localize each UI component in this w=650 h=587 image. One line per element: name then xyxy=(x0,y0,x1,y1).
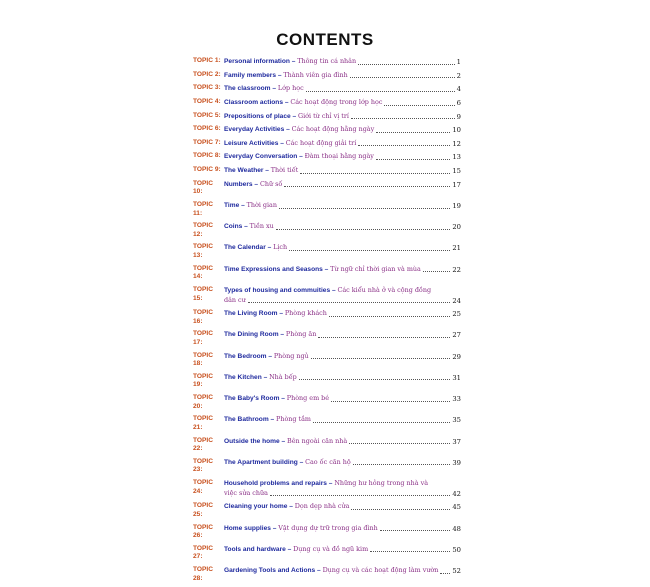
topic-title-en: Types of housing and commuities xyxy=(224,286,331,294)
title-separator: – xyxy=(265,244,274,252)
toc-entry[interactable] xyxy=(193,222,461,239)
toc-entry[interactable] xyxy=(193,394,461,411)
page-number: 2 xyxy=(456,71,461,80)
topic-title-en: Classroom actions xyxy=(224,98,283,106)
page-number: 45 xyxy=(452,503,461,512)
toc-entry[interactable] xyxy=(193,71,461,81)
dot-leader xyxy=(349,443,450,444)
topic-title-en: Coins xyxy=(224,223,243,231)
title-separator: – xyxy=(289,58,298,65)
topic-title-en: Everyday Conversation xyxy=(224,153,298,161)
page-number: 29 xyxy=(452,352,461,361)
title-separator: – xyxy=(277,310,285,318)
topic-title-en: Outside the home xyxy=(224,437,280,445)
page-number: 10 xyxy=(452,126,461,135)
topic-number: TOPIC 3: xyxy=(193,84,221,92)
title-separator: – xyxy=(322,265,331,273)
topic-title-en: The Bathroom xyxy=(224,416,269,424)
topic-title-en: The Living Room xyxy=(224,310,278,318)
toc-entry[interactable] xyxy=(193,98,461,108)
topic-number: TOPIC 21: xyxy=(193,415,214,431)
dot-leader xyxy=(351,509,450,510)
title-separator: – xyxy=(279,395,287,403)
toc-entry[interactable] xyxy=(193,152,461,162)
page-number: 39 xyxy=(452,458,461,467)
topic-title-en: Personal information xyxy=(224,58,290,65)
page-number: 24 xyxy=(452,296,461,305)
dot-leader xyxy=(384,105,454,106)
toc-entry[interactable] xyxy=(193,373,461,390)
dot-leader xyxy=(440,573,450,574)
topic-number: TOPIC 23: xyxy=(193,457,214,474)
page-number: 52 xyxy=(452,566,461,575)
dot-leader xyxy=(376,159,450,160)
dot-leader xyxy=(353,464,451,465)
page-number: 13 xyxy=(452,153,461,162)
topic-title-en: Everyday Activities xyxy=(224,126,285,134)
dot-leader xyxy=(313,422,450,423)
toc-entry[interactable] xyxy=(193,437,461,454)
title-separator: – xyxy=(270,524,279,532)
page-number: 6 xyxy=(456,98,461,107)
topic-title-en: Cleaning your home xyxy=(224,503,288,511)
topic-title-vi: Từ ngữ chỉ thời gian và mùa xyxy=(330,264,421,273)
topic-title-vi: Đàm thoại hằng ngày xyxy=(304,152,374,161)
title-separator: – xyxy=(279,437,288,445)
dot-leader xyxy=(380,530,451,531)
topic-title-vi: Thông tin cá nhân xyxy=(297,57,357,65)
dot-leader xyxy=(300,173,450,174)
topic-number: TOPIC 13: xyxy=(193,243,214,260)
page-number: 31 xyxy=(452,373,461,382)
topic-number: TOPIC 10: xyxy=(193,179,214,196)
title-separator: – xyxy=(263,167,271,175)
topic-title-en: The classroom xyxy=(224,85,271,93)
topic-title-en: Household problems and repairs xyxy=(224,480,327,488)
topic-number: TOPIC 1: xyxy=(193,57,221,64)
toc-entry[interactable] xyxy=(193,458,461,475)
topic-title-vi: Giới từ chỉ vị trí xyxy=(298,111,349,120)
page-number: 20 xyxy=(452,223,461,232)
title-separator: – xyxy=(261,373,270,381)
title-separator: – xyxy=(297,153,305,161)
page-number: 50 xyxy=(452,545,461,554)
topic-title-vi: Lớp học xyxy=(277,84,304,93)
page-number: 15 xyxy=(452,167,461,176)
dot-leader xyxy=(276,229,451,230)
dot-leader xyxy=(299,379,451,380)
toc-entry[interactable] xyxy=(193,243,461,260)
topic-title-vi: Tiền xu xyxy=(249,222,274,231)
topic-number: TOPIC 11: xyxy=(193,201,214,217)
title-separator: – xyxy=(268,416,277,424)
page-number: 35 xyxy=(452,416,461,425)
page-number: 12 xyxy=(452,139,461,148)
topic-number: TOPIC 20: xyxy=(193,394,214,410)
dot-leader xyxy=(311,358,451,359)
dot-leader xyxy=(331,401,450,402)
page-number: 37 xyxy=(452,437,461,446)
topic-title-vi: Dụng cụ và đồ ngũ kim xyxy=(293,544,369,553)
dot-leader xyxy=(279,208,450,209)
page-number: 22 xyxy=(452,265,461,274)
page-title: CONTENTS xyxy=(276,30,374,49)
dot-leader xyxy=(350,77,455,78)
title-separator: – xyxy=(270,85,278,93)
dot-leader xyxy=(376,132,450,133)
topic-title-vi: Thành viên gia đình xyxy=(283,70,348,79)
page-number: 19 xyxy=(452,202,461,210)
topic-title-vi: Dụng cụ và các hoạt động làm vườn xyxy=(322,565,439,574)
topic-title-vi: Vật dụng dự trữ trong gia đình xyxy=(278,523,378,532)
topic-title-en: Tools and hardware xyxy=(224,545,286,553)
topic-number: TOPIC 26: xyxy=(193,523,214,540)
topic-number: TOPIC 6: xyxy=(193,125,221,133)
topic-title-vi: Phòng em bé xyxy=(286,394,330,403)
topic-title-vi-continued: dân cư xyxy=(224,295,246,304)
page-number: 9 xyxy=(456,112,461,121)
dot-leader xyxy=(318,337,450,338)
topic-number: TOPIC 4: xyxy=(193,97,221,105)
page-number: 25 xyxy=(452,310,461,319)
toc-entry[interactable] xyxy=(193,352,461,369)
table-of-contents xyxy=(193,57,461,587)
toc-entry[interactable] xyxy=(193,84,461,94)
topic-number: TOPIC 7: xyxy=(193,138,221,146)
topic-number: TOPIC 25: xyxy=(193,502,214,518)
topic-title-en: Leisure Activities xyxy=(224,139,279,147)
toc-entry[interactable] xyxy=(193,566,461,583)
toc-entry[interactable] xyxy=(193,125,461,135)
dot-leader xyxy=(289,250,450,251)
dot-leader xyxy=(306,91,455,92)
title-separator: – xyxy=(283,98,291,106)
toc-entry[interactable] xyxy=(193,330,461,347)
topic-number: TOPIC 24: xyxy=(193,479,214,495)
topic-number: TOPIC 16: xyxy=(193,309,214,325)
topic-title-en: Prepositions of place xyxy=(224,112,291,120)
title-separator: – xyxy=(285,545,294,553)
topic-number: TOPIC 17: xyxy=(193,330,214,346)
toc-entry[interactable] xyxy=(193,112,461,122)
title-separator: – xyxy=(276,71,284,79)
page-number: 4 xyxy=(456,85,461,94)
topic-title-en: The Calendar xyxy=(224,244,266,252)
topic-number: TOPIC 19: xyxy=(193,372,214,389)
toc-entry[interactable] xyxy=(193,166,461,176)
topic-title-en: The Dining Room xyxy=(224,331,279,339)
dot-leader xyxy=(423,271,451,272)
topic-number: TOPIC 14: xyxy=(193,264,214,281)
page-number: 33 xyxy=(452,395,461,404)
topic-title-en: The Kitchen xyxy=(224,373,262,381)
topic-title-vi: Phòng tắm xyxy=(276,415,311,424)
topic-number: TOPIC 2: xyxy=(193,70,221,78)
toc-entry[interactable] xyxy=(193,286,461,305)
dot-leader xyxy=(248,302,451,303)
topic-number: TOPIC 18: xyxy=(193,351,214,368)
topic-number: TOPIC 27: xyxy=(193,544,214,561)
topic-title-en: Numbers xyxy=(224,180,253,188)
page-number: 17 xyxy=(452,180,461,189)
title-separator: – xyxy=(242,223,250,231)
topic-title-vi: Phòng ngủ xyxy=(273,351,309,360)
topic-title-vi: Thời tiết xyxy=(270,166,299,175)
topic-title-vi: Các hoạt động hằng ngày xyxy=(291,125,375,134)
topic-number: TOPIC 28: xyxy=(193,565,214,582)
title-separator: – xyxy=(326,480,335,488)
dot-leader xyxy=(370,551,450,552)
toc-entry[interactable] xyxy=(193,502,461,519)
page-number: 48 xyxy=(452,524,461,533)
dot-leader xyxy=(358,64,455,65)
topic-number: TOPIC 15: xyxy=(193,285,214,302)
topic-number: TOPIC 8: xyxy=(193,152,221,160)
title-separator: – xyxy=(278,139,286,147)
topic-title-en: The Weather xyxy=(224,167,264,175)
toc-entry[interactable] xyxy=(193,180,461,197)
topic-title-vi: Các kiểu nhà ở và cộng đồng xyxy=(337,285,432,294)
topic-title-en: The Apartment building xyxy=(224,458,298,466)
topic-title-vi: Phòng ăn xyxy=(285,330,317,339)
topic-title-vi: Lịch xyxy=(273,243,288,252)
toc-entry[interactable] xyxy=(193,265,461,282)
topic-title-vi: Các hoạt động giải trí xyxy=(285,138,357,147)
topic-title-vi-continued: việc sửa chữa xyxy=(224,488,268,497)
topic-title-en: Time Expressions and Seasons xyxy=(224,265,323,273)
topic-title-en: Family members xyxy=(224,71,277,79)
page-number: 21 xyxy=(452,244,461,253)
dot-leader xyxy=(270,495,450,496)
topic-title-en: The Baby's Room xyxy=(224,395,280,403)
title-separator: – xyxy=(315,566,323,574)
toc-entry[interactable] xyxy=(193,524,461,541)
topic-title-vi: Các hoạt động trong lớp học xyxy=(290,97,383,106)
topic-number: TOPIC 9: xyxy=(193,166,221,174)
page-number: 1 xyxy=(456,58,461,66)
topic-number: TOPIC 5: xyxy=(193,111,221,119)
topic-title-vi: Cao ốc căn hộ xyxy=(305,457,351,466)
page-number: 27 xyxy=(452,331,461,340)
title-separator: – xyxy=(278,331,286,339)
dot-leader xyxy=(358,145,450,146)
dot-leader xyxy=(329,316,451,317)
toc-entry[interactable] xyxy=(193,57,461,67)
topic-number: TOPIC 22: xyxy=(193,436,214,453)
page-number: 42 xyxy=(452,489,461,498)
title-separator: – xyxy=(330,286,338,294)
title-separator: – xyxy=(252,180,260,188)
topic-title-vi: Chữ số xyxy=(259,179,283,188)
toc-entry[interactable] xyxy=(193,309,461,326)
title-separator: – xyxy=(290,112,299,120)
topic-title-vi: Những hư hỏng trong nhà và xyxy=(334,479,429,488)
topic-number: TOPIC 12: xyxy=(193,222,214,238)
title-separator: – xyxy=(266,352,274,360)
topic-title-vi: Nhà bếp xyxy=(269,372,297,381)
topic-title-en: The Bedroom xyxy=(224,352,267,360)
toc-entry[interactable] xyxy=(193,139,461,149)
toc-entry[interactable] xyxy=(193,415,461,432)
topic-title-vi: Phòng khách xyxy=(284,309,327,318)
topic-title-en: Gardening Tools and Actions xyxy=(224,566,316,574)
title-separator: – xyxy=(297,458,306,466)
topic-title-en: Home supplies xyxy=(224,524,271,532)
topic-title-vi: Dọn dẹp nhà cửa xyxy=(294,502,350,511)
toc-entry[interactable] xyxy=(193,545,461,562)
toc-entry[interactable] xyxy=(193,201,461,218)
title-separator: – xyxy=(287,503,295,511)
dot-leader xyxy=(284,186,450,187)
title-separator: – xyxy=(239,202,247,209)
topic-title-en: Time xyxy=(224,202,240,209)
dot-leader xyxy=(351,118,455,119)
topic-title-vi: Bên ngoài căn nhà xyxy=(287,436,348,445)
title-separator: – xyxy=(284,126,292,134)
topic-title-vi: Thời gian xyxy=(246,201,277,209)
